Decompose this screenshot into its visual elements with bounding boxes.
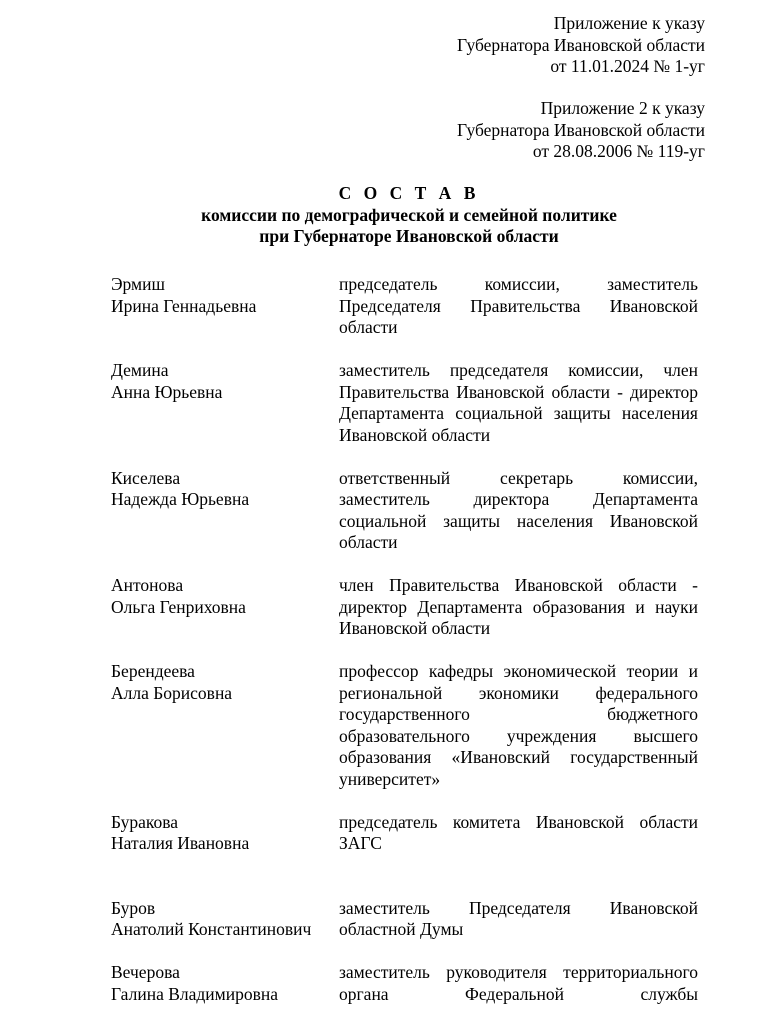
member-name (111, 274, 339, 339)
member-row (111, 468, 698, 554)
appendix-current-line1: Приложение к указу (553, 13, 705, 33)
title-line1: комиссии по демографической и семейной политике (201, 204, 617, 225)
member-row (111, 812, 698, 855)
member-role: заместитель Председателя Ивановской областной Думы (339, 897, 698, 939)
member-name (111, 661, 339, 790)
member-surname: Антонова (111, 575, 184, 595)
member-surname: Берендеева (111, 661, 195, 681)
member-name (111, 962, 339, 1005)
appendix-original-header (457, 98, 705, 163)
member-name (111, 468, 339, 554)
member-role: профессор кафедры экономической теории и региональной экономики федерального государственного бюджетного образовательного учреждения высшего образования «Ивановский государственный университет» (339, 661, 698, 789)
member-row (111, 360, 698, 446)
member-given-names: Анна Юрьевна (111, 381, 223, 402)
member-row (111, 575, 698, 640)
title-line2: при Губернаторе Ивановской области (259, 226, 559, 246)
appendix-original-line3: от 28.08.2006 № 119-уг (532, 141, 705, 161)
member-row (111, 962, 698, 1005)
member-given-names: Алла Борисовна (111, 682, 233, 703)
member-role: заместитель председателя комиссии, член Правительства Ивановской области - директор Департамента социальной защиты населения Ивановской области (339, 360, 698, 445)
member-row (111, 274, 698, 339)
appendix-current-line2: Губернатора Ивановской области (457, 34, 705, 55)
member-given-names: Ирина Геннадьевна (111, 295, 257, 316)
member-surname: Буров (111, 897, 156, 918)
member-surname: Эрмиш (111, 274, 165, 294)
member-role: член Правительства Ивановской области - директор Департамента образования и науки Ивановской области (339, 575, 698, 638)
member-surname: Вечерова (111, 962, 180, 982)
member-name (111, 360, 339, 446)
member-name (111, 898, 339, 941)
member-role: председатель комиссии, заместитель Председателя Правительства Ивановской области (339, 274, 698, 337)
member-row (111, 898, 698, 941)
document-title (0, 183, 780, 248)
appendix-current-header (457, 13, 705, 78)
appendix-current-line3: от 11.01.2024 № 1-уг (550, 56, 705, 76)
members-list (111, 274, 698, 1027)
member-given-names: Наталия Ивановна (111, 833, 250, 853)
appendix-original-line1: Приложение 2 к указу (540, 98, 705, 118)
member-name (111, 812, 339, 855)
member-given-names: Надежда Юрьевна (111, 489, 250, 509)
member-role: ответственный секретарь комиссии, заместитель директора Департамента социальной защиты населения Ивановской области (339, 467, 698, 552)
appendix-original-line2: Губернатора Ивановской области (457, 119, 705, 140)
member-row (111, 661, 698, 790)
member-role: председатель комитета Ивановской области ЗАГС (339, 811, 698, 853)
member-surname: Киселева (111, 467, 181, 488)
title-heading: С О С Т А В (338, 183, 480, 203)
member-name (111, 575, 339, 640)
member-surname: Буракова (111, 811, 179, 832)
member-role: заместитель руководителя территориального органа Федеральной службы (339, 962, 698, 1004)
member-surname: Демина (111, 360, 169, 380)
member-given-names: Ольга Генриховна (111, 596, 246, 617)
member-given-names: Анатолий Константинович (111, 919, 312, 939)
member-given-names: Галина Владимировна (111, 983, 278, 1004)
